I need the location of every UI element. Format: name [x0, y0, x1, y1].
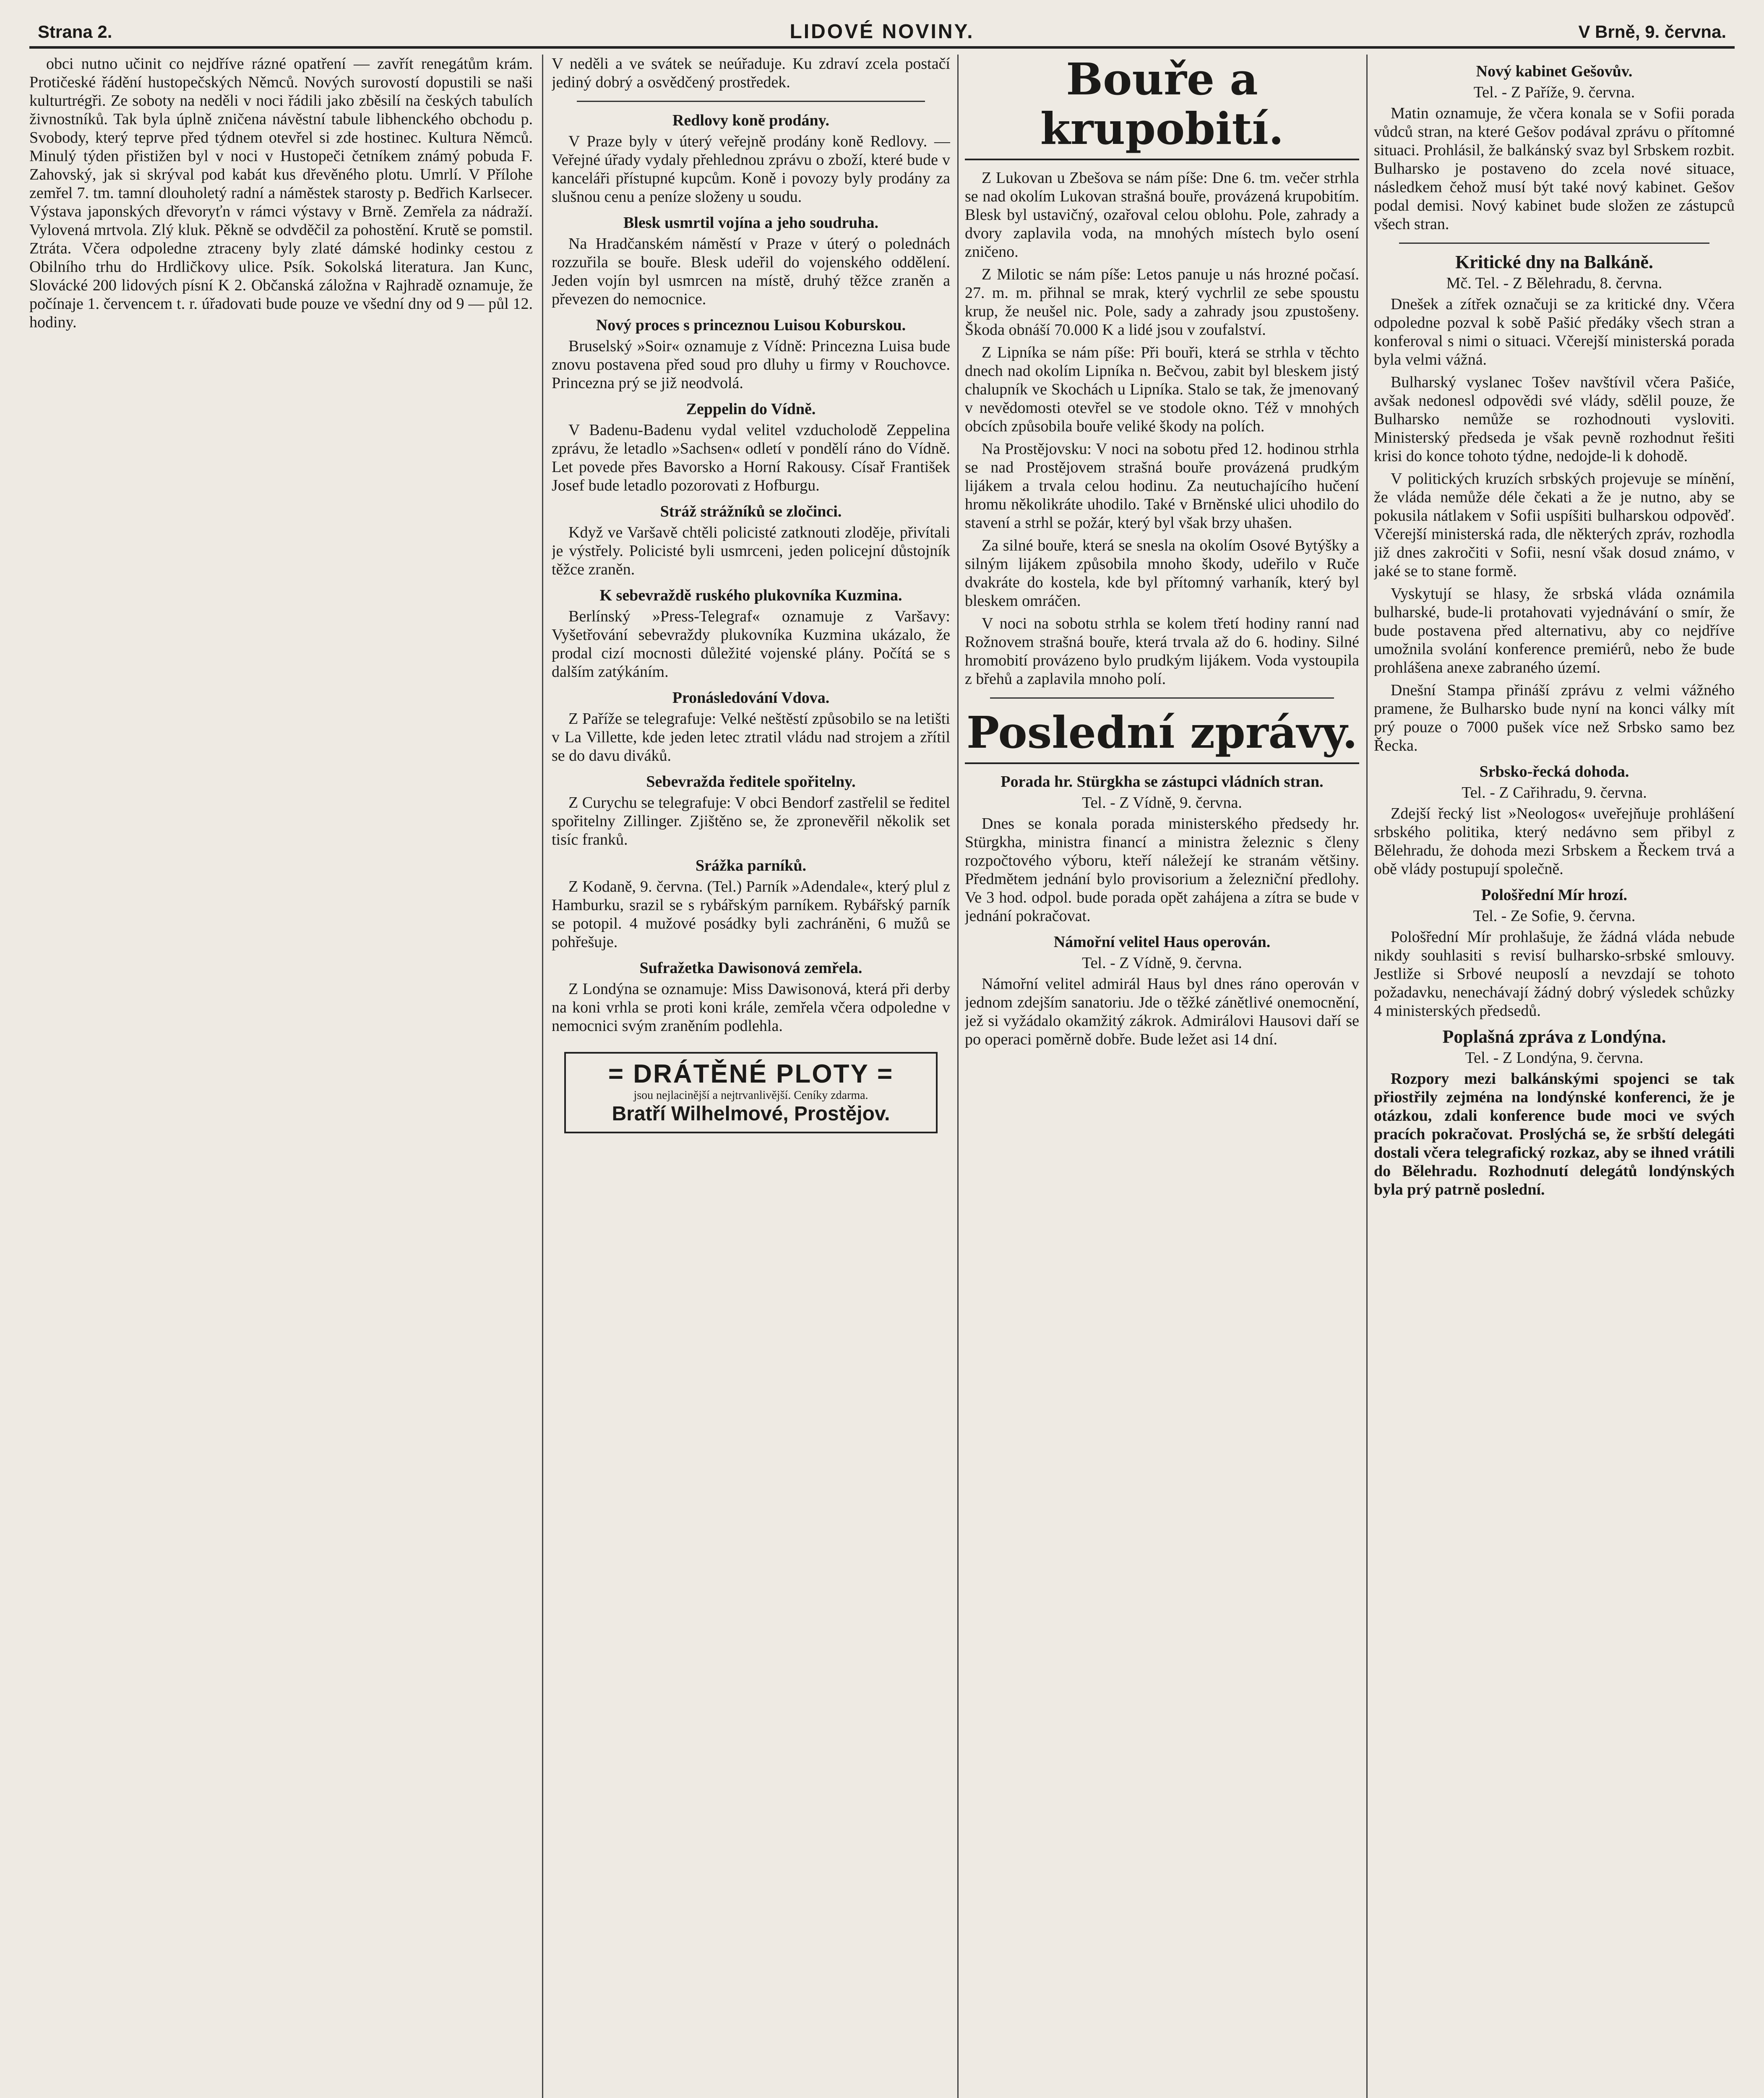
article-text: Z Lukovan u Zbešova se nám píše: Dne 6. tm. večer strhla se nad okolím Lukovan strašná bouře, provázená krupobitím. Blesk byl ustavičný, ozařoval celou oblohu. Pole, zahrady a dvory zaplavila voda, na mnohých místech bylo osení zničeno. — [965, 169, 1359, 261]
section-heading: Poslední zprávy. — [965, 708, 1359, 764]
article-heading: Nový kabinet Gešovův. — [1476, 63, 1633, 80]
column-4 — [1374, 55, 1735, 2098]
divider — [1399, 243, 1709, 244]
article-text: Zdejší řecký list »Neologos« uveřejňuje prohlášení srbského politika, který nedávno sem přibyl z Bělehradu, že dohoda mezi Srbskem a Řeckem trvá a obě vlády postupují společně. — [1374, 805, 1735, 878]
divider — [990, 697, 1334, 699]
article-dateline: Tel. - Z Paříže, 9. června. — [1473, 84, 1635, 101]
article-text: Rozpory mezi balkánskými spojenci se tak přiostřily zejména na londýnské konferenci, že je otázkou, zdali konference bude moci ve svých pracích pokračovat. Proslýchá se, že srbští delegáti dostali včera telegrafický rozkaz, aby se ihned vrátili do Bělehradu. Rozhodnutí delegátů londýnských byla prý patrně poslední. — [1374, 1070, 1735, 1198]
newspaper-page — [29, 17, 1735, 2098]
article-heading: Srážka parníků. — [696, 857, 806, 874]
divider — [577, 101, 925, 102]
column-rule — [957, 55, 959, 2098]
column-1 — [29, 55, 533, 2098]
article-heading: Zeppelin do Vídně. — [686, 400, 816, 418]
article-text: Když ve Varšavě chtěli policisté zatknouti zloděje, přivítali je výstřely. Policisté byli usmrceni, jeden policejní důstojník těžce zraněn. — [552, 524, 950, 578]
article-heading: Námořní velitel Haus operován. — [1053, 933, 1271, 951]
article-text: Berlínský »Press-Telegraf« oznamuje z Varšavy: Vyšetřování sebevraždy plukovníka Kuzmina ukázalo, že prodal cizí mocnosti důležité vojenské plány. Počítá se s dalším zatýkáním. — [552, 608, 950, 681]
column-1-text: obci nutno učinit co nejdříve rázné opatření — zavřít renegátům krám. Protičeské řádění hustopečských Němců. Nových surovostí dopustili se naši kulturtrégři. Ze soboty na neděli v noci řádili jako zběsilí na českých tabulích živnostníků. Tak byla úplně zničena návěstní tabule libhenckého obchodu p. Svobody, který teprve před týdnem otevřel si zde hostinec. Kultura Němců. Minulý týden přistižen byl v noci v Hustopeči četníkem známý pobuda F. Zahovský, jak si skrýval pod kabát kus dřevěného plotu. Umrlí. V Přílohe zemřel 7. tm. tamní dlouholetý radní a náměstek starosty p. Bedřich Karlsecer. Výstava japonských dřevoryťn v rámci výstavy v Brně. Zemřela za nádraží. Vylovená mrtvola. Zlý kluk. Pěkně se odvděčil za pohostění. Krutě se pomstil. Ztráta. Včera odpoledne ztraceny byly zlaté dámské hodinky cestou z Obilního trhu do Hrdličkovy ulice. Psík. Sokolská literatura. Jan Kunc, Slovácké 200 lidových písní K 2. Občanská záložna v Rajhradě oznamuje, že počínaje 1. červencem t. r. úřadovati bude pouze ve všední dny od 9 — půl 12. hodiny. — [29, 55, 533, 331]
column-rule — [1366, 55, 1368, 2098]
article-text: Z Paříže se telegrafuje: Velké neštěstí způsobilo se na letišti v La Villette, kde jeden letec ztratil vládu nad strojem a zřítil se do davu diváků. — [552, 710, 950, 765]
article-text: V politických kruzích srbských projevuje se mínění, že vláda nemůže déle čekati a že je nutno, aby se pokusila nátlakem v Sofii uspíšiti bulharskou odpověď. Včerejší ministerská rada, dle některých zpráv, rozhodla již dnes zakročiti v Sofii, nesní však dosud známo, v jaké se to stane formě. — [1374, 470, 1735, 580]
article-heading: Srbsko-řecká dohoda. — [1479, 763, 1629, 780]
article-dateline: Tel. - Z Londýna, 9. června. — [1465, 1049, 1644, 1067]
article-text: V noci na sobotu strhla se kolem třetí hodiny ranní nad Rožnovem strašná bouře, která trvala až do 6. hodiny. Silné hromobití provázeno bylo prudkým lijákem. Voda vystoupila z břehů a zaplavila mnoho polí. — [965, 615, 1359, 688]
article-text: Vyskytují se hlasy, že srbská vláda oznámila bulharské, bude-li protahovati vyjednávání o smír, že bude postavena před alternativu, aby co nejdříve umožnila svolání konference premiérů, nebo že bude prohlášena anexe zabraného území. — [1374, 585, 1735, 676]
masthead-title: LIDOVÉ NOVINY. — [790, 21, 974, 43]
ad-subtitle: jsou nejlacinější a nejtrvanlivější. Ceníky zdarma. — [633, 1089, 868, 1102]
article-text: Dnes se konala porada ministerského předsedy hr. Stürgkha, ministra financí a ministra železnic s členy rozpočtového výboru, kteří náležejí ke stranám většiny. Předmětem jednání bylo provisorium a železniční předlohy. Ve 3 hod. odpol. bude porada opět zahájena a zítra se bude v jednání pokračovat. — [965, 815, 1359, 925]
article-text: Z Curychu se telegrafuje: V obci Bendorf zastřelil se ředitel spořitelny Zillinger. Zjištěno se, že zpronevěřil několik set tisíc franků. — [552, 794, 950, 848]
column-2 — [552, 55, 950, 2098]
article-heading: Sufražetka Dawisonová zemřela. — [639, 959, 862, 977]
article-heading: Pronásledování Vdova. — [672, 689, 830, 707]
ad-title: = DRÁTĚNÉ PLOTY = — [608, 1059, 894, 1088]
article-text: Z Londýna se oznamuje: Miss Dawisonová, která při derby na koni vrhla se proti koni krále, zemřela včera odpoledne v nemocnici svým zraněním podlehla. — [552, 980, 950, 1035]
article-heading: Redlovy koně prodány. — [672, 112, 830, 129]
dateline: V Brně, 9. června. — [1578, 22, 1726, 42]
article-text: Na Hradčanském náměstí v Praze v úterý o polednách rozzuřila se bouře. Blesk udeřil do vojenského oddělení. Jeden vojín byl usmrcen na místě, druhý těžce zraněn a převezen do nemocnice. — [552, 235, 950, 308]
article-text: Na Prostějovsku: V noci na sobotu před 12. hodinou strhla se nad Prostějovem strašná bouře provázená prudkým lijákem a trvala celou hodinu. Za neutuchajícího hučení hromu několikráte uhodilo. Také v Brněnské ulici uhodilo do stavení a strhl se požár, který byl však brzy uhašen. — [965, 440, 1359, 532]
article-dateline: Tel. - Z Vídně, 9. června. — [1082, 794, 1242, 812]
article-text: Pološřední Mír prohlašuje, že žádná vláda nebude nikdy souhlasiti s revisí bulharsko-srbské smlouvy. Jestliže si Srbové neuposlí a nevzdají se tohoto požadavku, nenechávají žádný dobrý výsledek schůzky 4 ministerských předsedů. — [1374, 928, 1735, 1020]
article-text: Za silné bouře, která se snesla na okolím Osové Bytýšky a silným lijákem způsobila mnoho škody, udeřilo v Ruče dvakráte do kostela, kde byl přítomný varhaník, který byl bleskem omráčen. — [965, 537, 1359, 610]
article-dateline: Tel. - Z Cařihradu, 9. června. — [1462, 784, 1647, 801]
ad-company: Bratří Wilhelmové, Prostějov. — [612, 1103, 890, 1125]
article-heading: Nový proces s princeznou Luisou Koburskou. — [596, 316, 906, 334]
article-text: Bruselský »Soir« oznamuje z Vídně: Princezna Luisa bude znovu postavena před soud pro dluhy u firmy v Rouchovce. Princezna prý se již neodvolá. — [552, 337, 950, 392]
page-header — [29, 17, 1735, 49]
advertisement — [564, 1052, 938, 1133]
page-number: Strana 2. — [38, 22, 112, 42]
column-3 — [965, 55, 1359, 2098]
article-heading: Pološřední Mír hrozí. — [1481, 886, 1627, 904]
article-heading: Sebevražda ředitele spořitelny. — [646, 773, 856, 791]
article-text: Z Kodaně, 9. června. (Tel.) Parník »Adendale«, který plul z Hamburku, srazil se s rybářským parníkem. Rybářský parník se potopil. 4 mužové posádky byli zachráněni, 6 mužů se pohřešuje. — [552, 878, 950, 951]
article-text: V Praze byly v úterý veřejně prodány koně Redlovy. — Veřejné úřady vydaly přehlednou zprávu o zboží, které bude v kanceláři přístupné kupcům. Koně i povozy byly prodány za slušnou cenu a peníze složeny u soudu. — [552, 133, 950, 206]
article-text: Dnešek a zítřek označuji se za kritické dny. Včera odpoledne pozval k sobě Pašić předáky všech stran a konferoval s nimi o situaci. Včerejší ministerská porada byla velmi vážná. — [1374, 295, 1735, 368]
article-heading: K sebevraždě ruského plukovníka Kuzmina. — [599, 587, 902, 604]
article-text: Matin oznamuje, že včera konala se v Sofii porada vůdců stran, na které Gešov podával zprávu o přítomné situaci. Prohlásil, že balkánský svaz byl Srbskem rozbit. Bulharsko je postaveno do zcela nové situace, následkem čehož musí být také nový kabinet. Gešov podal demisi. Nový kabinet bude složen ze zástupců všech stran. — [1374, 104, 1735, 233]
article-heading: Stráž strážníků se zločinci. — [660, 503, 842, 520]
article-heading: Porada hr. Stürgkha se zástupci vládních stran. — [1001, 773, 1324, 791]
notice: V neděli a ve svátek se neúřaduje. Ku zdraví zcela postačí jediný dobrý a osvědčený prostředek. — [552, 55, 950, 91]
section-heading: Bouře a krupobití. — [965, 55, 1359, 160]
article-heading: Blesk usmrtil vojína a jeho soudruha. — [623, 214, 879, 232]
column-rule — [542, 55, 543, 2098]
article-text: V Badenu-Badenu vydal velitel vzducholodě Zeppelina zprávu, že letadlo »Sachsen« odletí v pondělí ráno do Vídně. Let povede přes Bavorsko a Horní Rakousy. Císař František Josef bude letadlo pozorovati z Hofburgu. — [552, 421, 950, 494]
article-dateline: Tel. - Z Vídně, 9. června. — [1082, 954, 1242, 972]
article-text: Z Milotic se nám píše: Letos panuje u nás hrozné počasí. 27. m. m. přihnal se mrak, který vychrlil ze sebe spoustu krup, že neušel nic. Pole, sady a zahrady jsou zpustošeny. Škoda obnáší 70.000 K a lidé jsou v zoufalství. — [965, 266, 1359, 339]
article-text: Dnešní Stampa přináší zprávu z velmi vážného pramene, že Bulharsko bude nyní na konci války mít prý pouze o 7000 pušek více než Srbsko samo bez Řecka. — [1374, 681, 1735, 754]
article-text: Bulharský vyslanec Tošev navštívil včera Pašiće, avšak nedonesl odpovědi své vlády, sdělil pouze, že Bulharsko nemůže se rozhodnouti vysloviti. Ministerský předseda je však pevně rozhodnut řešiti krisi do konce tohoto týdne, nedojde-li k dohodě. — [1374, 373, 1735, 465]
article-text: Z Lipníka se nám píše: Při bouři, která se strhla v těchto dnech nad okolím Lipníka n. Bečvou, zabit byl bleskem jistý chalupník ve Skochách u Lipníka. Stalo se tak, že jmenovaný v nevědomosti otevřel se ve stodole okno. Též v mnohých obcích způsobila bouře veliké škody na polích. — [965, 344, 1359, 435]
article-dateline: Tel. - Ze Sofie, 9. června. — [1473, 907, 1636, 925]
article-heading: Poplašná zpráva z Londýna. — [1442, 1026, 1666, 1047]
article-dateline: Mč. Tel. - Z Bělehradu, 8. června. — [1446, 274, 1662, 292]
article-text: Námořní velitel admirál Haus byl dnes ráno operován v jednom zdejším sanatoriu. Jde o těžké zánětlivé onemocnění, jež si vyžádalo okamžitý zákrok. Admirálovi Hausovi daří se po operaci poměrně dobře. Bude ležet asi 14 dní. — [965, 975, 1359, 1048]
article-heading: Kritické dny na Balkáně. — [1455, 252, 1653, 272]
